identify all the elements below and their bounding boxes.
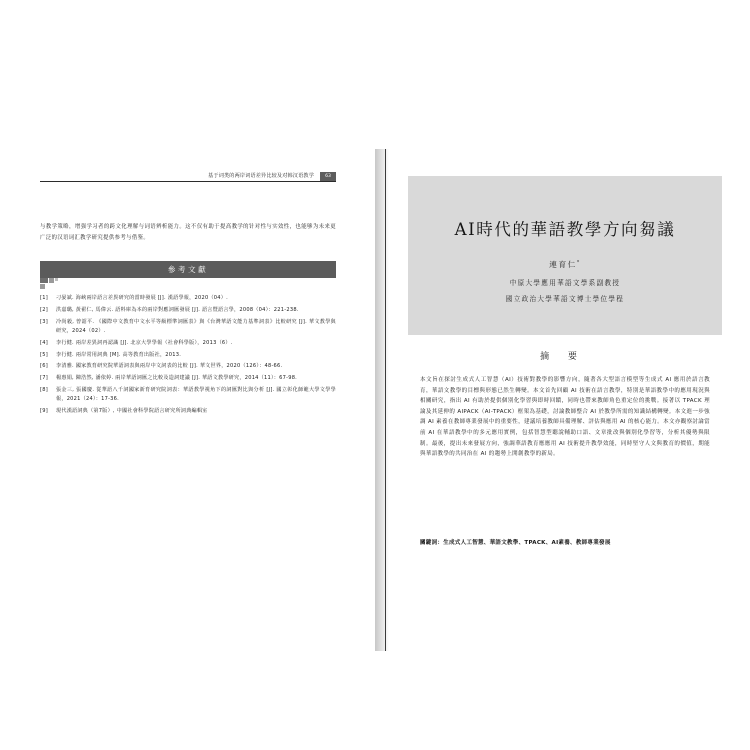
reference-text: 楊惠娟, 陳浩然, 潘依婷. 兩岸華語詞匯之比較及造詞建議 [J]. 華語文教學研究，2014（11）：67-98. bbox=[56, 375, 298, 382]
right-page bbox=[375, 149, 750, 651]
references-heading-banner bbox=[40, 261, 336, 278]
reference-number: [7] bbox=[40, 375, 48, 382]
list-item bbox=[40, 294, 336, 303]
reference-number: [1] bbox=[40, 295, 48, 301]
author-footnote-mark: * bbox=[576, 260, 581, 266]
reference-number: [6] bbox=[40, 363, 48, 370]
keywords-line: 關鍵詞：生成式人工智慧、華語文教學、TPACK、AI素養、教師專業發展 bbox=[420, 540, 611, 546]
reference-text: 冷尚毅, 曾韶平. 《國際中文教育中文水平等級標準詞匯表》與《台灣華語文能力基準詞表》比較研究 [J]. 華文教學與研究，2024（02）. bbox=[56, 318, 336, 334]
running-head bbox=[40, 163, 336, 182]
reference-text: 現代漢語詞典（第7版）, 中國社會科學院語言研究所詞典編輯室 bbox=[56, 408, 208, 415]
decorative-blocks-icon bbox=[40, 278, 74, 290]
list-item bbox=[40, 318, 336, 337]
reference-number: [4] bbox=[40, 339, 48, 346]
reference-text: 刁晏斌. 海峽兩岸語言差異研究的當時發展 [J]. 漢語學報，2020（04）. bbox=[56, 295, 228, 301]
reference-number: [3] bbox=[40, 318, 48, 325]
list-item bbox=[40, 306, 336, 315]
reference-list bbox=[40, 294, 336, 417]
reference-number: [8] bbox=[40, 386, 48, 393]
list-item bbox=[40, 374, 336, 383]
reference-text: 李行健. 兩岸差異詞再認識 [J]. 北京大學學報（社會科學版），2013（6）. bbox=[56, 339, 233, 346]
reference-text: 洪嘉璐, 黃翟仁, 馬偉云. 語料庫為本的兩岸對應詞匯發展 [J]. 語言暨語言學，2008（04）：221-238. bbox=[56, 306, 299, 313]
author-affiliation-1: 中原大學應用華語文學系副教授 bbox=[509, 279, 621, 287]
list-item bbox=[40, 351, 336, 360]
author-name bbox=[408, 259, 722, 270]
reference-text: 張金三, 張國慶. 從華語八千詞國家新育研究院詞表：華語教學視角下的詞匯對比與分析 [J]. 國立彰化師範大學文學學報，2021（24）：17-36. bbox=[56, 386, 336, 403]
page-title: AI時代的華語教學方向芻議 bbox=[454, 220, 676, 239]
abstract-heading: 摘 要 bbox=[540, 352, 585, 362]
author-affiliation-2: 國立政治大學華語文博士學位學程 bbox=[505, 295, 625, 303]
references-heading: 參考文獻 bbox=[167, 265, 209, 274]
reference-number: [9] bbox=[40, 408, 48, 415]
author-label: 連育仁 bbox=[549, 260, 577, 269]
left-page-content bbox=[40, 163, 336, 433]
list-item bbox=[40, 339, 336, 348]
reference-number: [2] bbox=[40, 306, 48, 313]
abstract-text: 本文旨在探討生成式人工智慧（AI）技術對教學的影響方向，隨著各大型語言模型等生成式 AI 應用於語言教育，華語文教學的目標與形態已然生轉變。本文首先回顧 AI 技術在語言教學，特別是華語教學中的應用現況與相關研究，指出 AI 有助於提供個別化學習與即時回饋，同時也帶來教師角色重定位的挑戰。接著以 TPACK 理論及其延伸的 AIPACK（AI-TPACK）框架為基礎，討論教師整合 AI 於教學所需的知識結構轉變。本文進一步強調 AI 素養在教師專業發展中的重要性，建議培養教師具備理解、評估與應用 AI 的核心能力。本文亦觀察討論當前 AI 在華語教學中的多元應用實例，包括智慧型聽說輔助口語、文章批改與個別化學習等，分析其優勢與限制。最後，提出未來發展方向，強調華語教育應應用 AI 技術提升教學效能，同時堅守人文與教育的價值，期能與華語教學的共同治在 AI 的趨勢上開創教學的新局。 bbox=[420, 377, 710, 458]
left-page bbox=[0, 149, 375, 651]
reference-number: [5] bbox=[40, 351, 48, 358]
reference-text: 李行健. 兩岸常用詞典 [M]. 高等教育出版社，2013. bbox=[56, 351, 182, 358]
list-item bbox=[40, 386, 336, 405]
spine-line bbox=[385, 149, 386, 651]
page-number-badge: 63 bbox=[320, 172, 336, 181]
running-head-title: 基于词类的两岸词语差异比较及对韩汉语教学 bbox=[208, 173, 314, 179]
body-paragraph: 与教学策略，增强学习者的跨文化理解与词语辨析能力。这不仅有助于提高教学的针对性与实效性，也能够为未来更广泛的汉语词汇教学研究提供参考与借鉴。 bbox=[40, 224, 336, 241]
gutter-shadow bbox=[375, 149, 389, 651]
list-item bbox=[40, 362, 336, 371]
list-item bbox=[40, 407, 336, 416]
title-block bbox=[408, 176, 722, 335]
reference-text: 李清雅. 國家教育研究院華語詞表與兩岸中文詞表的比較 [J]. 華文世界，2020（126）：48-66. bbox=[56, 363, 283, 370]
